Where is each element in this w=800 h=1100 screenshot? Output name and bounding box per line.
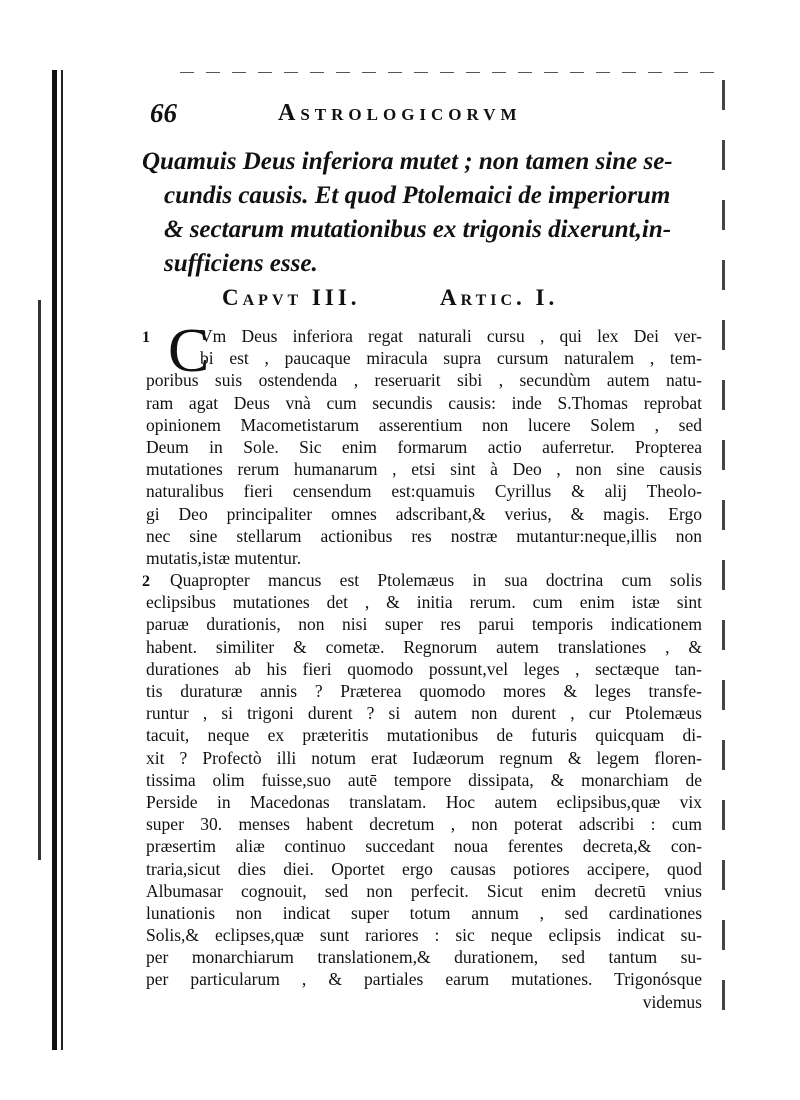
text-line: durationes ab his fieri quomodo possunt,vel leges , sectæque tan- [146, 658, 702, 679]
section-heading [142, 145, 702, 281]
text-line: habent. similiter & cometæ. Regnorum autem translationes , & [146, 636, 702, 657]
binding-gutter [52, 70, 68, 1050]
text-line: Solis,& eclipses,quæ sunt rariores : sic neque eclipsis indicat su- [146, 925, 702, 946]
text-line: Deum in Sole. Sic enim formarum actio auferretur. Propterea [146, 436, 702, 457]
paragraph-2 [142, 569, 702, 991]
text-line: mutatis,istæ mutentur. [146, 547, 302, 568]
text-line: poribus suis ostendenda , reseruarit sibi , secundùm autem natu- [146, 370, 702, 391]
text-line: nec sine stellarum actionibus res nostræ mutantur:neque,illis non [146, 525, 702, 546]
binding-edge [38, 300, 41, 860]
text-line: naturalibus fieri censendum est:quamuis Cyrillus & alij Theolo- [146, 481, 702, 502]
articulus-label: Artic. I. [440, 285, 559, 310]
running-head [150, 98, 690, 132]
heading-line: Quamuis Deus inferiora mutet ; non tamen sine se- [142, 148, 673, 175]
page-edge-top [180, 72, 720, 73]
paragraph-1 [142, 317, 702, 569]
text-line: opinionem Macometistarum asserentium non lucere Solem , sed [146, 414, 702, 435]
text-line: runtur , si trigoni durent ? si autem non durent , cur Ptolemæus [146, 703, 702, 724]
page-edge-right [722, 80, 725, 1030]
text-line: præsertim aliæ continuo succedant noua ferentes decreta,& con- [146, 836, 702, 857]
text-line: Vm Deus inferiora regat naturali cursu , qui lex Dei ver- [200, 326, 702, 346]
text-line: paruæ durationis, non nisi super res parui temporis indicationem [146, 614, 702, 635]
body-text [142, 317, 702, 1013]
text-line: ram agat Deus vnà cum secundis causis: inde S.Thomas reprobat [146, 392, 702, 413]
text-line: super 30. menses habent decretum , non poterat adscribi : cum [146, 814, 702, 835]
catchword: videmus [642, 991, 702, 1012]
heading-line: & sectarum mutationibus ex trigonis dixerunt,in- [164, 216, 672, 243]
text-line: mutationes rerum humanarum , etsi sint à Deo , non sine causis [146, 459, 702, 480]
heading-line: sufficiens esse. [164, 250, 318, 277]
text-line: eclipsibus mutationes det , & initia rerum. cum enim istæ sint [146, 592, 702, 613]
text-line: tissima olim fuisse,suo autē tempore dissipata, & monarchiam de [146, 769, 702, 790]
text-line: per monarchiarum translationem,& durationem, sed tantum su- [146, 947, 702, 968]
text-line: traria,sicut dies diei. Oportet ergo causas potiores accipere, quod [146, 858, 702, 879]
paragraph-number: 1 [142, 329, 150, 346]
text-line: Perside in Macedonas translatam. Hoc autem eclipsibus,quæ vix [146, 791, 702, 812]
drop-cap: C [168, 317, 210, 385]
heading-line: cundis causis. Et quod Ptolemaici de imperiorum [164, 182, 671, 209]
text-line: lunationis non indicat super totum annum , sed cardinationes [146, 902, 702, 923]
text-line: Quapropter mancus est Ptolemæus in sua doctrina cum solis [170, 570, 702, 591]
paragraph-number: 2 [142, 573, 150, 591]
text-line: xit ? Profectò illi notum erat Iudæorum regnum & legem floren- [146, 747, 702, 768]
text-line: tacuit, neque ex præteritis mutationibus de futuris quicquam di- [146, 725, 702, 746]
chapter-heading [222, 285, 702, 311]
text-line: Albumasar cognouit, sed non perfecit. Sicut enim decretū vnius [146, 880, 702, 901]
text-line: per particularum , & partiales earum mutationes. Trigonósque [146, 969, 702, 990]
text-line: gi Deo principaliter omnes adscribant,& verius, & magis. Ergo [146, 503, 702, 524]
text-line: bi est , paucaque miracula supra cursum naturalem , tem- [200, 348, 702, 369]
caput-label: Capvt III. [222, 285, 361, 310]
page-number: 66 [150, 98, 177, 128]
text-line: tis duraturæ annis ? Præterea quomodo mores & leges transfe- [146, 681, 702, 701]
running-title: Astrologicorvm [278, 100, 522, 126]
